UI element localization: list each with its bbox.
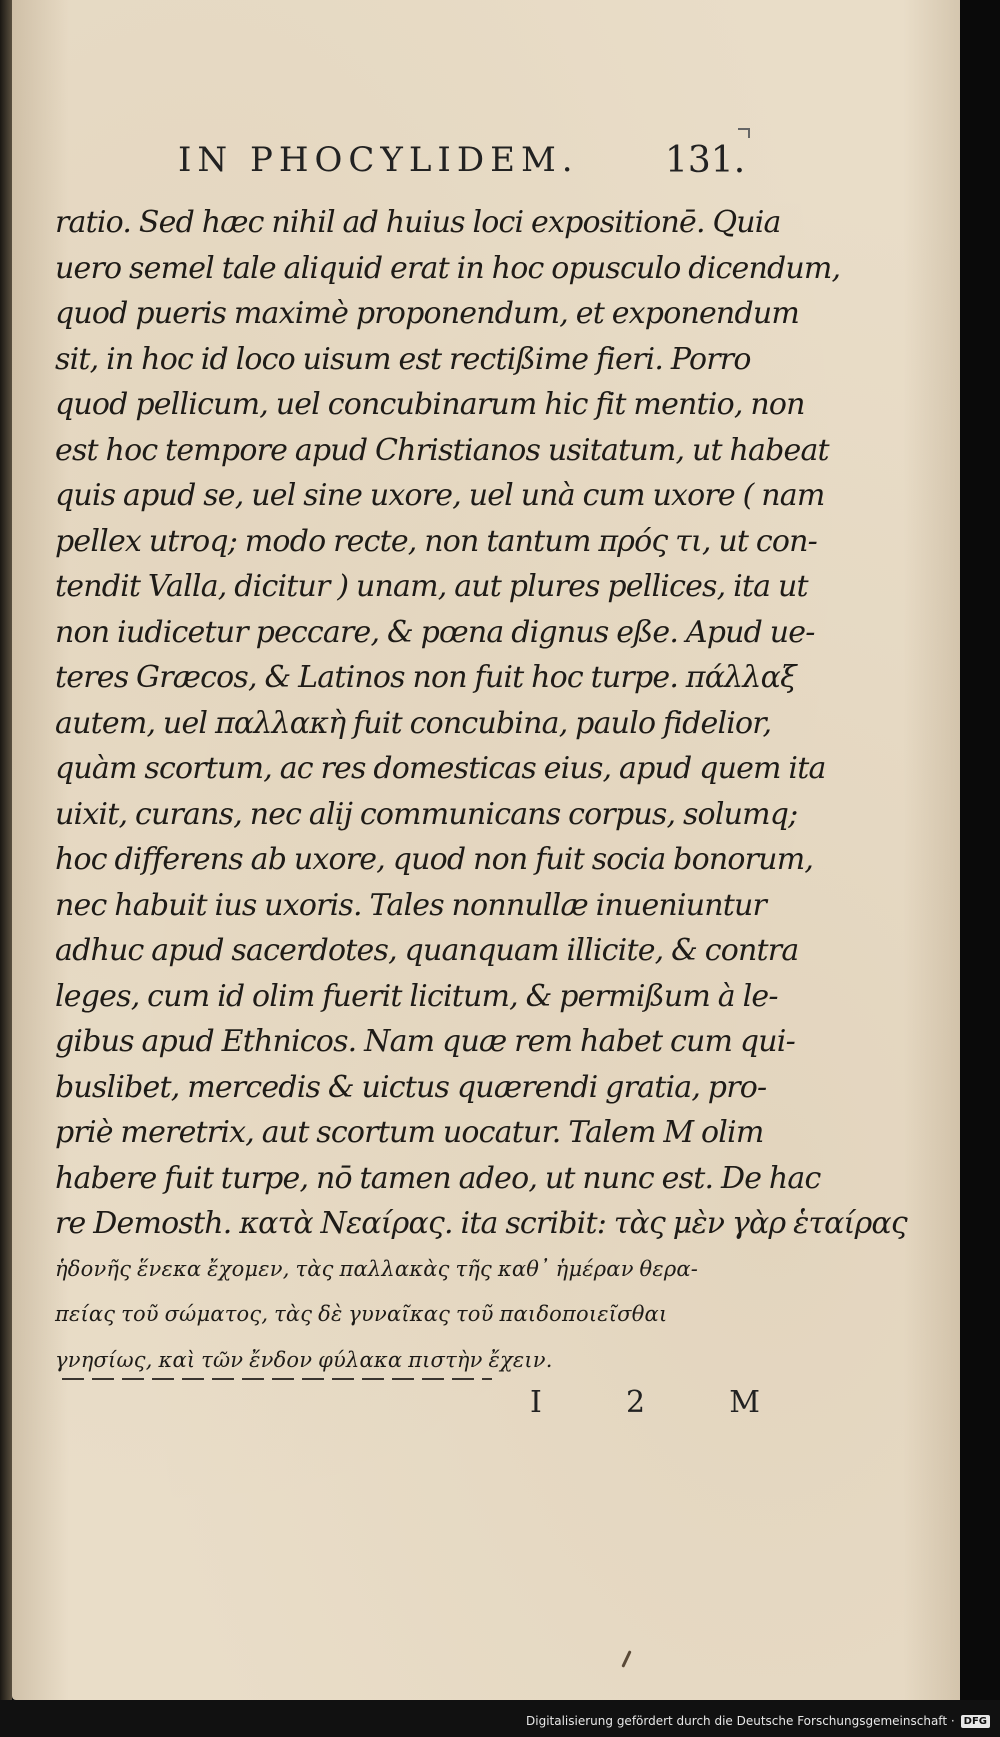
- text-line: autem, uel παλλακὴ fuit concubina, paulo fidelior,: [55, 705, 772, 741]
- text-line: hoc differens ab uxore, quod non fuit socia bonorum,: [55, 842, 814, 877]
- signature-char: I: [530, 1385, 542, 1420]
- text-line: leges, cum id olim fuerit licitum, & permißum à le-: [55, 978, 778, 1014]
- text-line: non iudicetur peccare, & pœna dignus eße. Apud ue-: [55, 614, 815, 650]
- text-line: sit, in hoc id loco uisum est rectißime fieri. Porro: [55, 341, 751, 377]
- page-number: 131.: [665, 140, 746, 181]
- text-line: buslibet, mercedis & uictus quærendi gratia, pro-: [55, 1069, 767, 1105]
- greek-quote-line: ἡδονῆς ἕνεκα ἔχομεν, τὰς παλλακὰς τῆς καθ᾽ ἡμέραν θερα-: [55, 1256, 699, 1281]
- text-line: quod pueris maximè proponendum, et exponendum: [55, 296, 800, 331]
- text-line: habere fuit turpe, nō tamen adeo, ut nunc est. De hac: [55, 1160, 821, 1196]
- text-line: priè meretrix, aut scortum uocatur. Talem M olim: [55, 1115, 764, 1150]
- scan-background-right: [960, 0, 1000, 1737]
- text-line: adhuc apud sacerdotes, quanquam illicite, & contra: [55, 933, 799, 968]
- text-line: uero semel tale aliquid erat in hoc opusculo dicendum,: [55, 250, 841, 286]
- text-line: quod pellicum, uel concubinarum hic fit mentio, non: [55, 387, 805, 422]
- text-line: quis apud se, uel sine uxore, uel unà cum uxore ( nam: [55, 478, 825, 513]
- signature-mark: [530, 1385, 760, 1420]
- text-line: ratio. Sed hæc nihil ad huius loci expositionē. Quia: [55, 205, 781, 240]
- greek-quote-line: γνησίως, καὶ τῶν ἔνδον φύλακα πιστὴν ἔχειν.: [55, 1347, 553, 1372]
- text-line: gibus apud Ethnicos. Nam quæ rem habet cum qui-: [55, 1024, 795, 1059]
- text-line: pellex utroq; modo recte, non tantum πρός τι, ut con-: [55, 523, 817, 559]
- running-head: IN PHOCYLIDEM.: [178, 140, 579, 180]
- text-line: est hoc tempore apud Christianos usitatum, ut habeat: [55, 432, 829, 468]
- text-line: uixit, curans, nec alij communicans corpus, solumq;: [55, 796, 798, 832]
- text-line: tendit Valla, dicitur ) unam, aut plures pellices, ita ut: [55, 569, 808, 604]
- text-line: teres Græcos, & Latinos non fuit hoc turpe. πάλλαξ: [55, 660, 796, 695]
- text-line: nec habuit ius uxoris. Tales nonnullæ inueniuntur: [55, 887, 767, 923]
- text-line: quàm scortum, ac res domesticas eius, apud quem ita: [55, 751, 826, 786]
- text-line: re Demosth. κατὰ Νεαίρας. ita scribit: τὰς μὲν γὰρ ἑταίρας: [55, 1206, 907, 1241]
- digitization-footer: [526, 1714, 990, 1728]
- dfg-logo-icon: DFG: [961, 1715, 990, 1728]
- body-text: [55, 200, 907, 1383]
- signature-char: 2: [626, 1385, 646, 1420]
- signature-char: M: [729, 1385, 760, 1420]
- footnote-rule: [62, 1378, 492, 1380]
- footer-text: Digitalisierung gefördert durch die Deutsche Forschungsgemeinschaft ·: [526, 1714, 955, 1728]
- book-edge-left: [0, 0, 12, 1737]
- page-corner-mark: [738, 128, 750, 138]
- greek-quote-line: πείας τοῦ σώματος, τὰς δὲ γυναῖκας τοῦ παιδοποιεῖσθαι: [55, 1302, 668, 1326]
